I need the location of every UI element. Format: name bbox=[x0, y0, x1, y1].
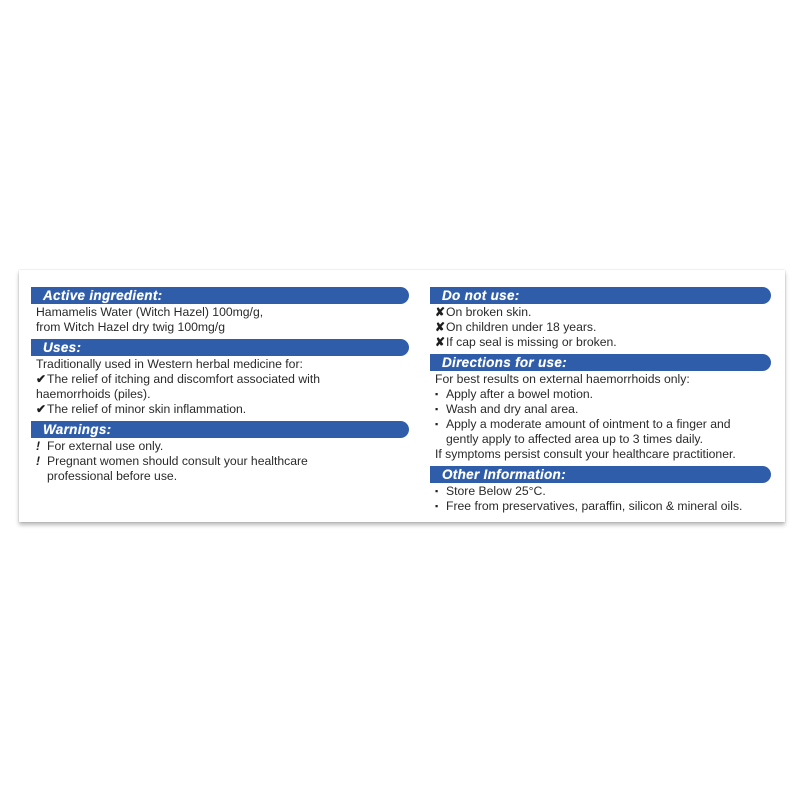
do-not-use-item-text: On broken skin. bbox=[446, 305, 532, 319]
exclamation-icon: ! bbox=[36, 439, 41, 453]
other-information-item bbox=[435, 499, 771, 514]
cross-icon: ✘ bbox=[435, 335, 446, 349]
square-bullet-icon: ▪ bbox=[435, 404, 439, 414]
square-bullet-icon: ▪ bbox=[435, 389, 439, 399]
uses-item bbox=[36, 402, 409, 417]
do-not-use-section bbox=[430, 287, 771, 354]
directions-body bbox=[430, 371, 771, 466]
directions-item-text: Apply a moderate amount of ointment to a finger and bbox=[446, 417, 731, 431]
directions-item-text: Apply after a bowel motion. bbox=[446, 387, 594, 401]
do-not-use-body bbox=[430, 304, 771, 354]
do-not-use-item bbox=[435, 320, 771, 335]
do-not-use-item bbox=[435, 305, 771, 320]
directions-item bbox=[435, 387, 771, 402]
product-label-panel bbox=[19, 270, 785, 522]
checkmark-icon: ✔ bbox=[36, 402, 47, 416]
uses-item-text: The relief of itching and discomfort associated with bbox=[47, 372, 320, 386]
uses-item-text: The relief of minor skin inflammation. bbox=[47, 402, 247, 416]
active-ingredient-line: from Witch Hazel dry twig 100mg/g bbox=[36, 320, 225, 334]
warnings-section bbox=[31, 421, 409, 488]
left-column bbox=[31, 287, 409, 488]
cross-icon: ✘ bbox=[435, 305, 446, 319]
other-information-item bbox=[435, 484, 771, 499]
uses-body bbox=[31, 356, 409, 421]
uses-section bbox=[31, 339, 409, 421]
other-information-body bbox=[430, 483, 771, 518]
other-information-section bbox=[430, 466, 771, 518]
checkmark-icon: ✔ bbox=[36, 372, 47, 386]
active-ingredient-line: Hamamelis Water (Witch Hazel) 100mg/g, bbox=[36, 305, 264, 319]
directions-intro: For best results on external haemorrhoids only: bbox=[435, 372, 690, 386]
directions-section bbox=[430, 354, 771, 466]
active-ingredient-header: Active ingredient: bbox=[31, 287, 409, 304]
directions-item-text: Wash and dry anal area. bbox=[446, 402, 579, 416]
square-bullet-icon: ▪ bbox=[435, 501, 439, 511]
warnings-item bbox=[36, 454, 409, 469]
square-bullet-icon: ▪ bbox=[435, 419, 439, 429]
other-information-item-text: Store Below 25°C. bbox=[446, 484, 546, 498]
uses-item bbox=[36, 372, 409, 387]
uses-item-continuation: haemorrhoids (piles). bbox=[36, 387, 151, 401]
exclamation-icon: ! bbox=[36, 454, 41, 468]
uses-intro: Traditionally used in Western herbal medicine for: bbox=[36, 357, 303, 371]
warnings-item-text: Pregnant women should consult your healthcare bbox=[47, 454, 308, 468]
warnings-body bbox=[31, 438, 409, 488]
do-not-use-item bbox=[435, 335, 771, 350]
directions-item bbox=[435, 417, 771, 432]
active-ingredient-section bbox=[31, 287, 409, 339]
warnings-header: Warnings: bbox=[31, 421, 409, 438]
do-not-use-item-text: On children under 18 years. bbox=[446, 320, 597, 334]
directions-header: Directions for use: bbox=[430, 354, 771, 371]
other-information-item-text: Free from preservatives, paraffin, silicon & mineral oils. bbox=[446, 499, 743, 513]
warnings-item-continuation: professional before use. bbox=[47, 469, 178, 483]
other-information-header: Other Information: bbox=[430, 466, 771, 483]
cross-icon: ✘ bbox=[435, 320, 446, 334]
square-bullet-icon: ▪ bbox=[435, 486, 439, 496]
do-not-use-item-text: If cap seal is missing or broken. bbox=[446, 335, 617, 349]
warnings-item-text: For external use only. bbox=[47, 439, 164, 453]
right-column bbox=[430, 287, 771, 518]
active-ingredient-body bbox=[31, 304, 409, 339]
directions-item-continuation: gently apply to affected area up to 3 times daily. bbox=[446, 432, 703, 446]
warnings-item bbox=[36, 439, 409, 454]
do-not-use-header: Do not use: bbox=[430, 287, 771, 304]
directions-outro: If symptoms persist consult your healthcare practitioner. bbox=[435, 447, 736, 461]
directions-item bbox=[435, 402, 771, 417]
uses-header: Uses: bbox=[31, 339, 409, 356]
